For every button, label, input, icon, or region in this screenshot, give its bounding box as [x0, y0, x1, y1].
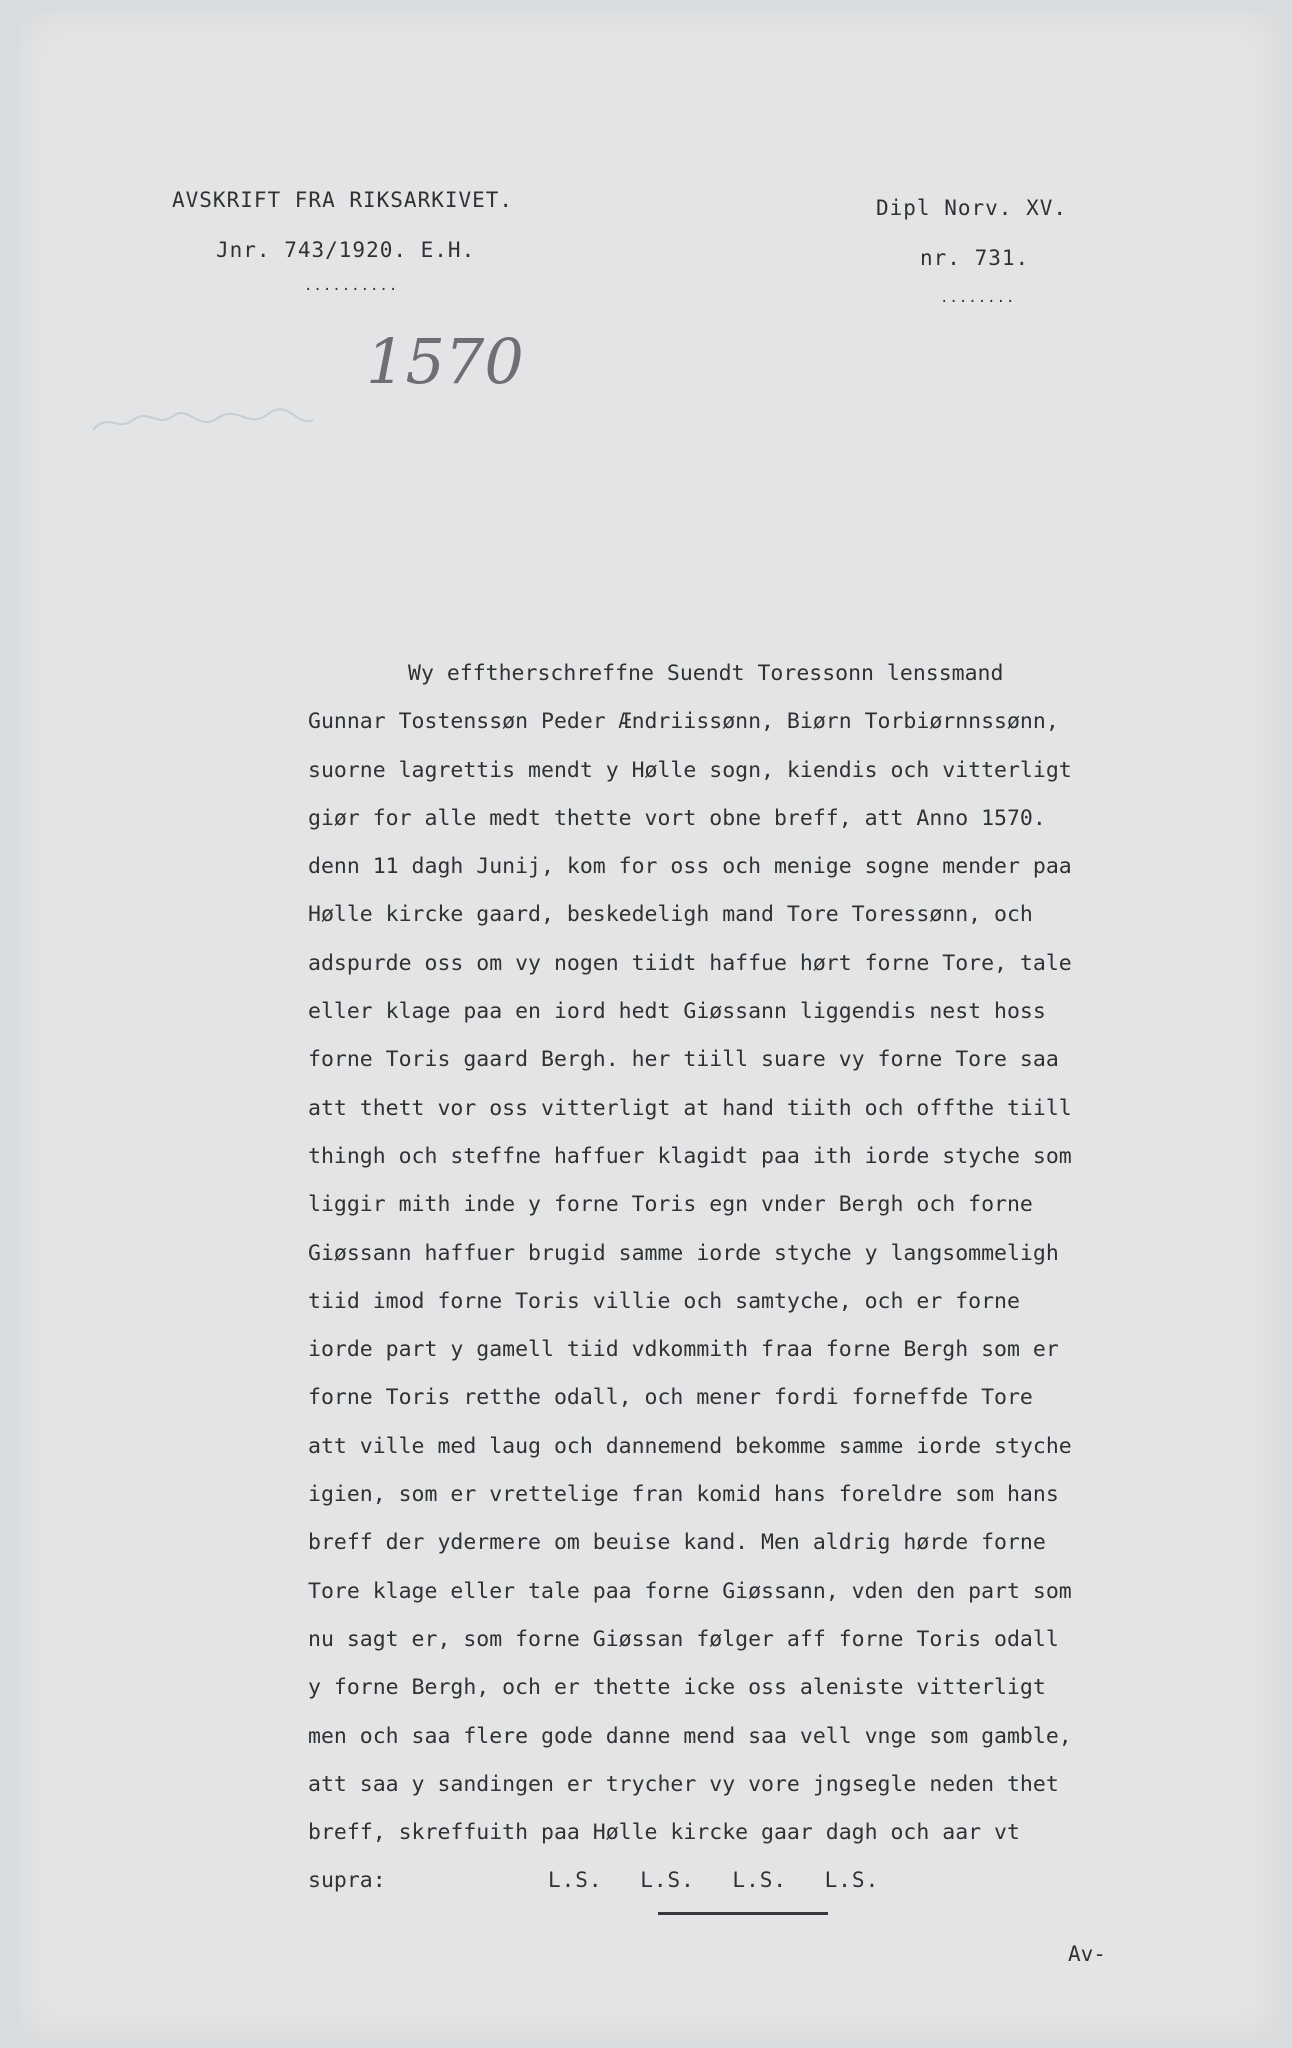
body-line: att saa y sandingen er trycher vy vore jngsegle neden thet — [308, 1771, 1059, 1797]
body-line: igien, som er vrettelige fran komid hans foreldre som hans — [308, 1482, 1059, 1508]
closing-rule — [658, 1912, 828, 1915]
right-dot-rule: ........ — [940, 290, 1016, 306]
body-line: Gunnar Tostenssøn Peder Ændriissønn, Biørn Torbiørnnssønn, — [308, 709, 1059, 735]
document-number: nr. 731. — [920, 246, 1030, 270]
body-line: Hølle kircke gaard, beskedeligh mand Tore Toressønn, och — [308, 902, 1033, 928]
body-line: suorne lagrettis mendt y Hølle sogn, kiendis och vitterligt — [308, 757, 1072, 783]
body-line: eller klage paa en iord hedt Giøssann liggendis nest hoss — [308, 999, 1046, 1025]
body-line: att ville med laug och dannemend bekomme samme iorde styche — [308, 1433, 1072, 1459]
body-line: breff der ydermere om beuise kand. Men aldrig hørde forne — [308, 1530, 1046, 1556]
diplomatarium-reference: Dipl Norv. XV. — [876, 196, 1068, 220]
bleed-through-handwriting — [88, 402, 318, 449]
left-dot-rule: .......... — [304, 278, 399, 294]
body-line: Giøssann haffuer brugid samme iorde styche y langsommeligh — [308, 1240, 1059, 1266]
body-line: giør for alle medt thette vort obne breff, att Anno 1570. — [308, 805, 1046, 831]
body-line: y forne Bergh, och er thette icke oss aleniste vitterligt — [308, 1675, 1046, 1701]
body-line: men och saa flere gode danne mend saa vell vnge som gamble, — [308, 1723, 1072, 1749]
journal-number: Jnr. 743/1920. E.H. — [216, 238, 476, 262]
body-line: denn 11 dagh Junij, kom for oss och menige sogne mender paa — [308, 854, 1072, 880]
body-line: Tore klage eller tale paa forne Giøssann, vden den part som — [308, 1578, 1072, 1604]
document-page — [18, 10, 1280, 2040]
body-line: nu sagt er, som forne Giøssan følger aff forne Toris odall — [308, 1626, 1059, 1652]
body-line: att thett vor oss vitterligt at hand tiith och offthe tiill — [308, 1095, 1072, 1121]
archive-title: AVSKRIFT FRA RIKSARKIVET. — [172, 188, 514, 212]
body-line: breff, skreffuith paa Hølle kircke gaar dagh och aar vt — [308, 1820, 1020, 1846]
transcription-body — [308, 650, 1238, 1906]
body-line: thingh och steffne haffuer klagidt paa ith iorde styche som — [308, 1143, 1072, 1169]
body-line: forne Toris gaard Bergh. her tiill suare vy forne Tore saa — [308, 1047, 1059, 1073]
catchword: Av- — [1068, 1942, 1106, 1966]
body-line: Wy efftherschreffne Suendt Toressonn lenssmand — [408, 661, 1004, 686]
body-line: adspurde oss om vy nogen tiidt haffue hørt forne Tore, tale — [308, 950, 1072, 976]
seal-markers: L.S. L.S. L.S. L.S. — [548, 1868, 880, 1892]
handwritten-year: 1570 — [366, 325, 524, 398]
body-line: iorde part y gamell tiid vdkommith fraa forne Bergh som er — [308, 1337, 1059, 1363]
body-line: tiid imod forne Toris villie och samtyche, och er forne — [308, 1288, 1020, 1314]
body-line: liggir mith inde y forne Toris egn vnder Bergh och forne — [308, 1192, 1033, 1218]
body-line: forne Toris retthe odall, och mener fordi forneffde Tore — [308, 1385, 1033, 1411]
body-line: supra: — [308, 1868, 386, 1894]
